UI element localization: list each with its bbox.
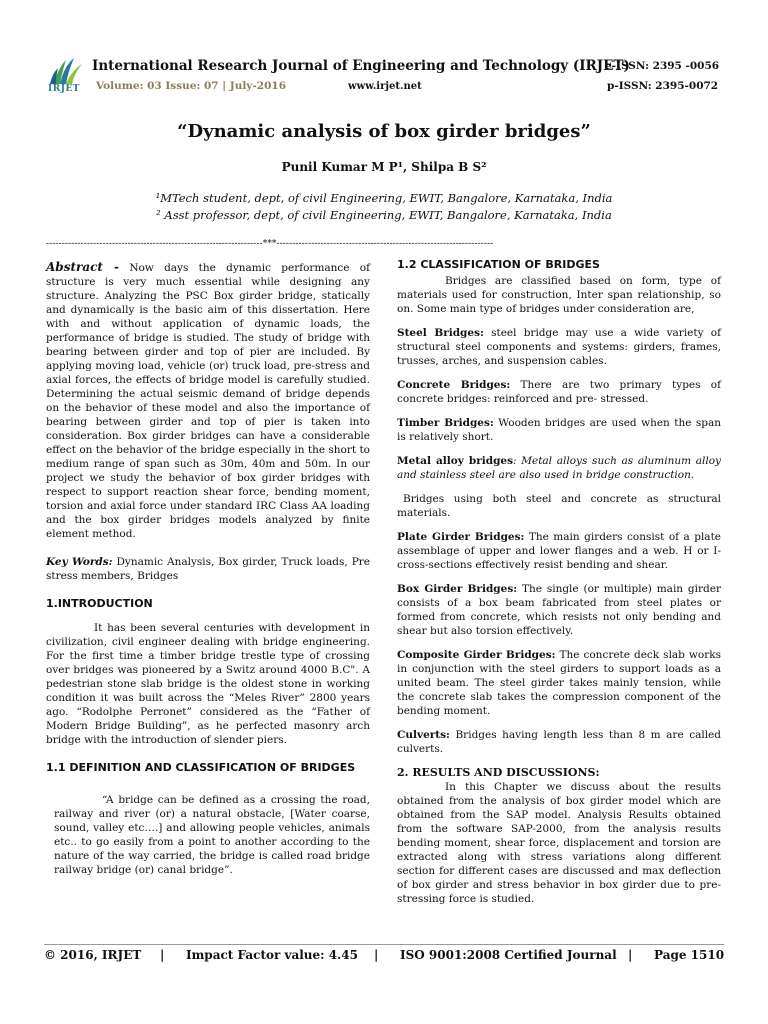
website-link[interactable]: www.irjet.net bbox=[348, 81, 422, 92]
keywords bbox=[46, 555, 370, 583]
affiliation-1: ¹MTech student, dept, of civil Engineering, EWIT, Bangalore, Karnataka, India bbox=[155, 191, 613, 205]
culverts bbox=[397, 728, 721, 756]
footer-separator: | bbox=[628, 948, 633, 962]
box-label: Box Girder Bridges: bbox=[397, 583, 518, 595]
volume-issue: Volume: 03 Issue: 07 | July-2016 bbox=[96, 80, 286, 92]
abstract bbox=[46, 260, 370, 541]
right-column bbox=[397, 258, 721, 916]
abstract-text: Now days the dynamic performance of structure is very much essential while designing any structure. Analyzing the PSC Box girder bridge, statically and dynamically is the basic aim of this dissertation. Here with and without application of dynamic loads, the performance of bridge is studied. The study of bridge with bearing between girder and top of pier are included. By applying moving load, vehicle (or) truck load, pre-stress and axial forces, the effects of bridge model is carefully studied. Determining the actual seismic demand of bridge depends on the behavior of these model and also the importance of bearing between girder and top of pier is taken into consideration. Box girder bridges can have a considerable effect on the behavior of the bridge especially in the short to medium range of span such as 30m, 40m and 50m. In our project we study the behavior of box girder bridges with respect to support reaction shear force, bending moment, torsion and axial force under standard IRC Class AA loading and the box girder bridges models analyzed by finite element method. bbox=[46, 262, 370, 540]
concrete-text: There are two primary types of concrete bridges: reinforced and pre- stressed. bbox=[397, 379, 721, 405]
section-classification: 1.2 CLASSIFICATION OF BRIDGES bbox=[397, 258, 600, 271]
metal-label: Metal alloy bridges bbox=[397, 455, 513, 467]
metal-alloy-bridges bbox=[397, 454, 721, 482]
box-girder-bridges bbox=[397, 582, 721, 638]
plate-text: The main girders consist of a plate assemblage of upper and lower flanges and a web. H or I-cross-sections effectively resist bending and shear. bbox=[397, 531, 721, 571]
timber-bridges bbox=[397, 416, 721, 444]
box-text: The single (or multiple) main girder consists of a box beam fabricated from steel plates or formed from concrete, which resists not only bending and shear but also torsion effectively. bbox=[397, 583, 721, 637]
paper-title: “Dynamic analysis of box girder bridges” bbox=[177, 121, 591, 142]
page-footer bbox=[44, 948, 724, 968]
classification-paragraph: Bridges are classified based on form, type of materials used for construction, Inter span relationship, so on. Some main type of bridges under consideration are, bbox=[397, 275, 721, 315]
authors: Punil Kumar M P¹, Shilpa B S² bbox=[281, 160, 487, 174]
steel-text: steel bridge may use a wide variety of structural steel components and systems: girders, frames, trusses, arches, and suspension cables. bbox=[397, 327, 721, 367]
intro-paragraph: It has been several centuries with development in civilization, civil engineer dealing with bridge engineering. For the first time a timber bridge trestle type of crossing over bridges was pioneered by a Switz around 4000 B.C". A pedestrian stone slab bridge is the oldest stone in working condition it was built across the “Meles River” 2800 years ago. “Rodolphe Perronet” considered as the “Father of Modern Bridge Building”, as he perfected masonry arch bridge with the introduction of slender piers. bbox=[46, 622, 370, 746]
logo-text: IRJET bbox=[48, 84, 81, 94]
affiliation-2: ² Asst professor, dept, of civil Engineering, EWIT, Bangalore, Karnataka, India bbox=[156, 208, 612, 222]
concrete-bridges bbox=[397, 378, 721, 406]
composite-label: Composite Girder Bridges: bbox=[397, 649, 556, 661]
p-issn: p-ISSN: 2395-0072 bbox=[607, 80, 719, 92]
footer-impact-factor: Impact Factor value: 4.45 bbox=[186, 948, 358, 962]
definition-paragraph: “A bridge can be defined as a crossing the road, railway and river (or) a natural obstacle, [Water coarse, sound, valley etc….] and allowing people vehicles, animals etc.. to go easily from a point to another according to the nature of the way carried, the bridge is called road bridge railway bridge (or) canal bridge”. bbox=[54, 794, 370, 876]
plate-label: Plate Girder Bridges: bbox=[397, 531, 525, 543]
composite-text: The concrete deck slab works in conjunction with the steel girders to support loads as a united beam. The steel girder takes mainly tension, while the concrete slab takes the compression component of the bending moment. bbox=[397, 649, 721, 717]
timber-label: Timber Bridges: bbox=[397, 417, 494, 429]
results-paragraph: In this Chapter we discuss about the results obtained from the analysis of box girder model which are obtained from the SAP model. Analysis Results obtained from the software SAP-2000, from the analysis results bending moment, shear force, displacement and torsion are extracted along with stress variations along different section for different cases are discussed and max deflection of box girder and stress behavior in box girder due to pre-stressing force is studied. bbox=[397, 781, 721, 905]
footer-separator: | bbox=[160, 948, 165, 962]
section-introduction: 1.INTRODUCTION bbox=[46, 597, 153, 610]
journal-header bbox=[44, 54, 734, 98]
metal-text: : Metal alloys such as aluminum alloy and stainless steel are also used in bridge construction. bbox=[397, 455, 721, 481]
footer-separator: | bbox=[374, 948, 379, 962]
section-results: 2. RESULTS AND DISCUSSIONS: bbox=[397, 766, 600, 779]
culverts-text: Bridges having length less than 8 m are called culverts. bbox=[397, 729, 721, 755]
plate-girder-bridges bbox=[397, 530, 721, 572]
steel-bridges bbox=[397, 326, 721, 368]
e-issn: e-ISSN: 2395 -0056 bbox=[605, 60, 720, 72]
composite-girder-bridges bbox=[397, 648, 721, 718]
journal-title: International Research Journal of Engineering and Technology (IRJET) bbox=[92, 58, 630, 74]
footer-page-number: Page 1510 bbox=[654, 948, 725, 962]
footer-copyright: © 2016, IRJET bbox=[44, 948, 142, 962]
footer-divider bbox=[44, 944, 724, 945]
separator-line: ---------------------------------------------------------------------***--------------------------------------------------------------------- bbox=[46, 239, 494, 249]
section-definition: 1.1 DEFINITION AND CLASSIFICATION OF BRIDGES bbox=[46, 761, 356, 774]
timber-text: Wooden bridges are used when the span is relatively short. bbox=[397, 417, 721, 443]
left-column bbox=[46, 260, 370, 887]
culverts-label: Culverts: bbox=[397, 729, 450, 741]
keywords-text: Dynamic Analysis, Box girder, Truck loads, Pre stress members, Bridges bbox=[46, 556, 370, 582]
steel-label: Steel Bridges: bbox=[397, 327, 484, 339]
steel-concrete-bridges: Bridges using both steel and concrete as structural materials. bbox=[397, 493, 721, 519]
concrete-label: Concrete Bridges: bbox=[397, 379, 511, 391]
footer-iso: ISO 9001:2008 Certified Journal bbox=[400, 948, 617, 962]
keywords-label: Key Words: bbox=[46, 556, 113, 568]
abstract-label: Abstract - bbox=[46, 260, 120, 274]
